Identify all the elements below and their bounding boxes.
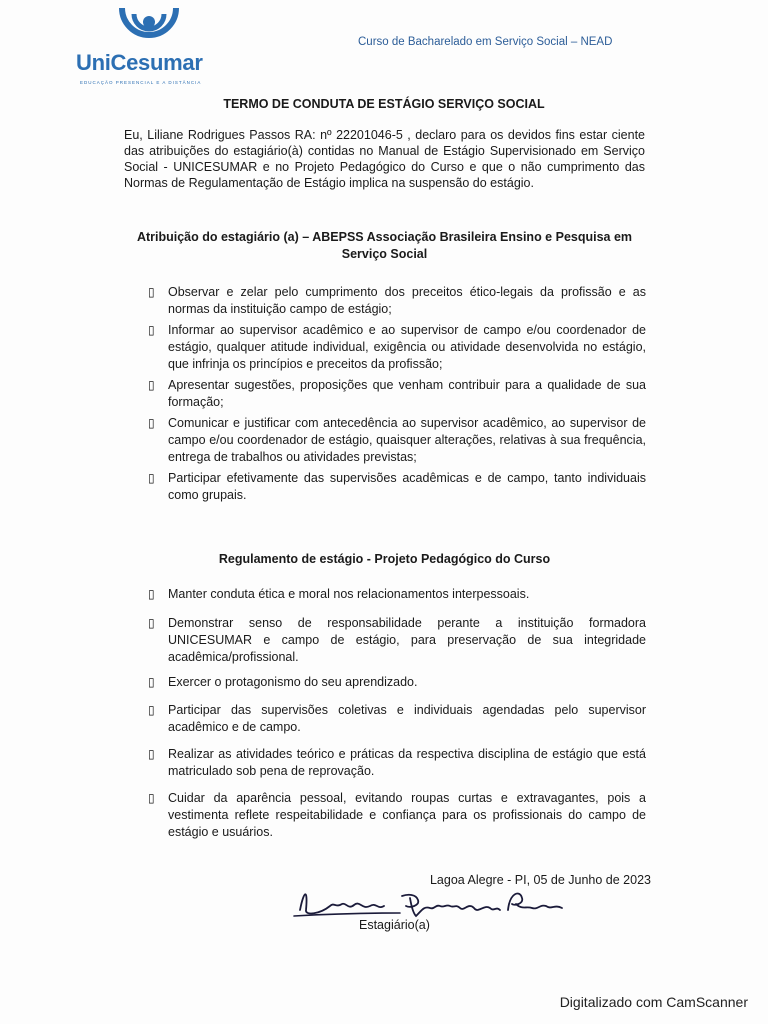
- section2-list: [148, 586, 646, 841]
- list-item: ▯ Cuidar da aparência pessoal, evitando roupas curtas e extravagantes, pois a vestimenta reflete respeitabilidade e confiança para os profissionais do campo de estágio e usuários.: [148, 791, 646, 839]
- logo-tagline: EDUCAÇÃO PRESENCIAL E A DISTÂNCIA: [80, 80, 202, 85]
- list-item: ▯ Manter conduta ética e moral nos relacionamentos interpessoais.: [148, 587, 530, 601]
- handwritten-signature: [290, 880, 580, 926]
- bullet-icon: ▯: [148, 747, 155, 761]
- signature-label: Estagiário(a): [359, 918, 430, 932]
- list-item: ▯ Informar ao supervisor acadêmico e ao supervisor de campo e/ou coordenador de estágio, qualquer atitude individual, exigência ou atividade desenvolvida no estágio, que infrinja os princípios e preceitos da profissão;: [148, 323, 646, 371]
- bullet-icon: ▯: [148, 416, 155, 430]
- list-item: ▯ Exercer o protagonismo do seu aprendizado.: [148, 675, 418, 689]
- list-item: ▯ Participar efetivamente das supervisões acadêmicas e de campo, tanto individuais como grupais.: [148, 471, 646, 502]
- logo-text: UniCesumar: [76, 50, 203, 75]
- list-item: ▯ Realizar as atividades teórico e práticas da respectiva disciplina de estágio que está matriculado sob pena de reprovação.: [148, 747, 646, 778]
- bullet-icon: ▯: [148, 285, 155, 299]
- bullet-icon: ▯: [148, 675, 155, 689]
- course-name: Curso de Bacharelado em Serviço Social – NEAD: [358, 36, 613, 48]
- list-item: ▯ Observar e zelar pelo cumprimento dos preceitos ético-legais da profissão e as normas da instituição campo de estágio;: [148, 285, 646, 316]
- bullet-icon: ▯: [148, 587, 155, 601]
- bullet-icon: ▯: [148, 471, 155, 485]
- bullet-icon: ▯: [148, 378, 155, 392]
- bullet-icon: ▯: [148, 323, 155, 337]
- section2-heading: Regulamento de estágio - Projeto Pedagógico do Curso: [218, 552, 551, 566]
- bullet-icon: ▯: [148, 791, 155, 805]
- list-item: ▯ Demonstrar senso de responsabilidade perante a instituição formadora UNICESUMAR e campo de estágio, para preservação de sua integridade acadêmica/profissional.: [148, 616, 646, 664]
- section1-list: [148, 284, 646, 504]
- scanner-watermark: Digitalizado com CamScanner: [559, 994, 748, 1010]
- list-item: ▯ Comunicar e justificar com antecedência ao supervisor acadêmico, ao supervisor de campo e/ou coordenador de estágio, quaisquer alterações, relativas à sua frequência, entrega de trabalhos ou atividades previstas;: [148, 416, 646, 464]
- unicesumar-logo: [76, 4, 216, 86]
- list-item: ▯ Apresentar sugestões, proposições que venham contribuir para a qualidade de sua formação;: [148, 378, 646, 409]
- bullet-icon: ▯: [148, 703, 155, 717]
- intro-paragraph: Eu, Liliane Rodrigues Passos RA: nº 22201046-5 , declaro para os devidos fins estar ciente das atribuições do estagiário(à) contidas no Manual de Estágio Supervisionado em Serviço Social - UNICESUMAR e no Projeto Pedagógico do Curso e que o não cumprimento das Normas de Regulamentação de Estágio implica na suspensão do estágio.: [124, 128, 645, 190]
- logo-mark-icon: [114, 4, 184, 54]
- bullet-icon: ▯: [148, 616, 155, 630]
- place-and-date: Lagoa Alegre - PI, 05 de Junho de 2023: [429, 873, 651, 887]
- list-item: ▯ Participar das supervisões coletivas e individuais agendadas pelo supervisor acadêmico e de campo.: [148, 703, 646, 734]
- section1-heading: Atribuição do estagiário (a) – ABEPSS Associação Brasileira Ensino e Pesquisa em Serviço Social: [136, 230, 633, 261]
- document-title: TERMO DE CONDUTA DE ESTÁGIO SERVIÇO SOCIAL: [223, 97, 545, 111]
